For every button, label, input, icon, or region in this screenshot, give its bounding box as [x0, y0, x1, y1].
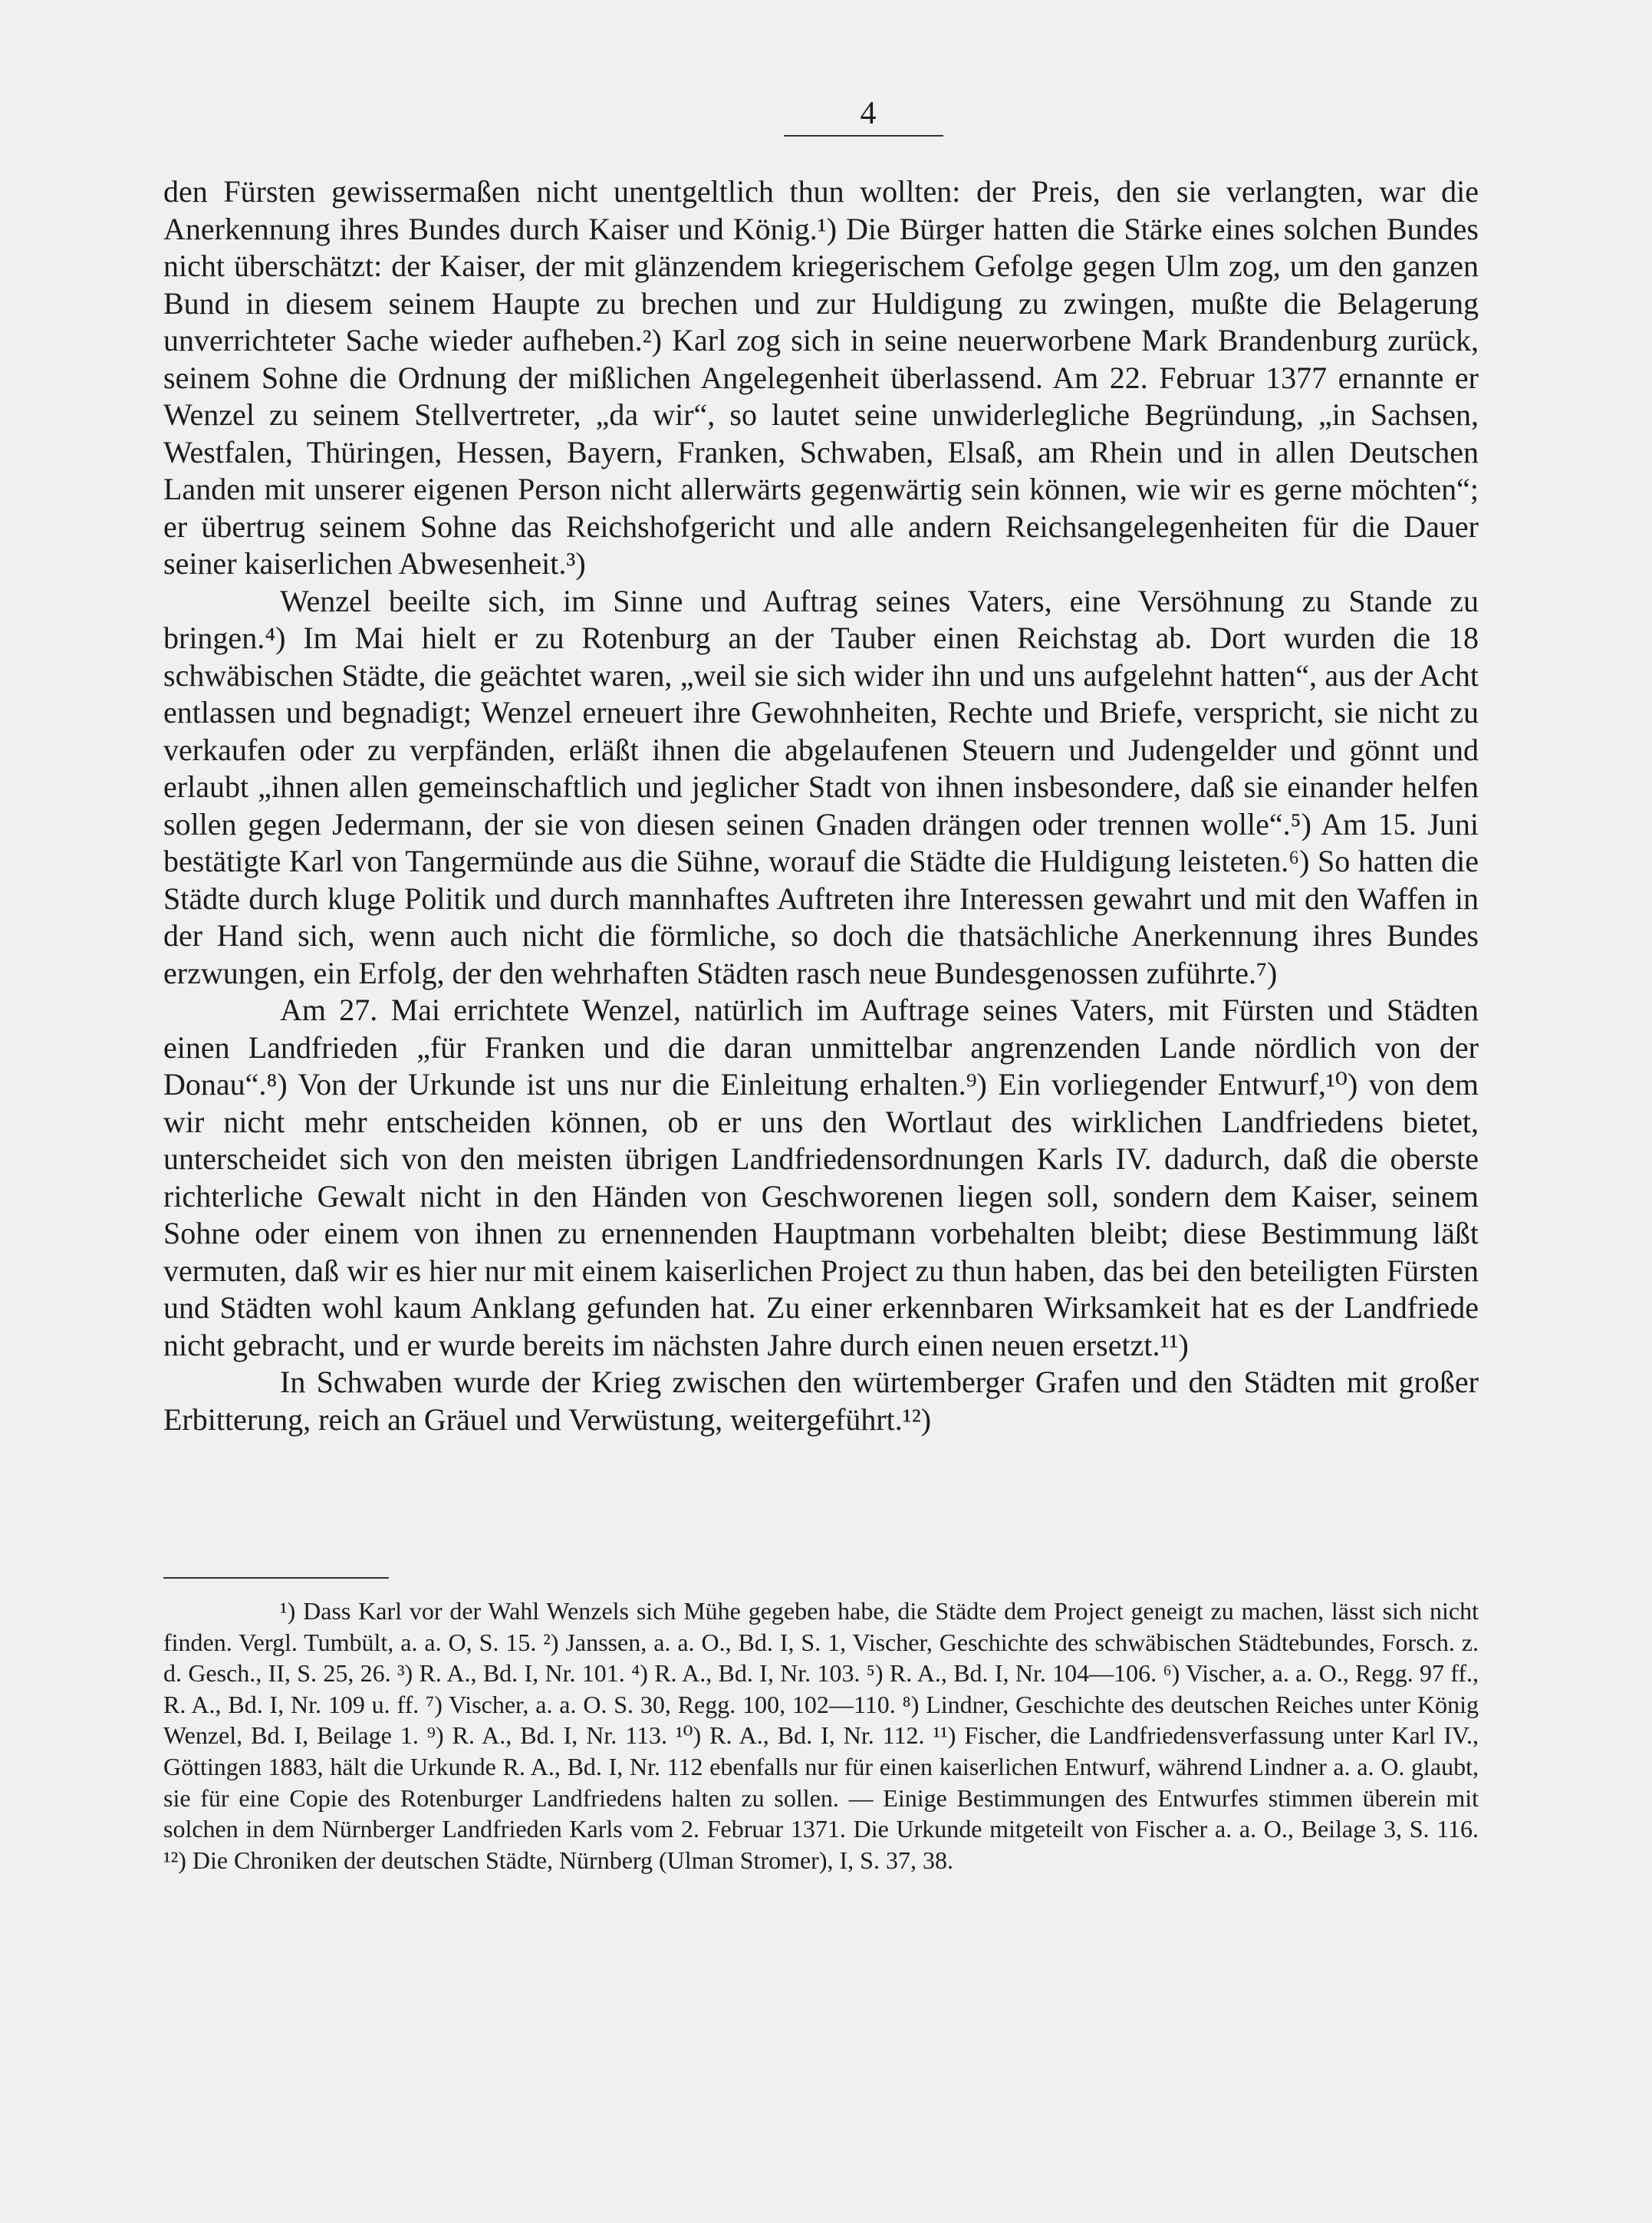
page-number: 4 [860, 96, 877, 131]
footnote-rule [163, 1577, 389, 1579]
footnote-text: ¹) Dass Karl vor der Wahl Wenzels sich Mühe gegeben habe, die Städte dem Project geneigt zu machen, lässt sich nicht finden. Vergl. Tumbült, a. a. O, S. 15. ²) Janssen, a. a. O., Bd. I, S. 1, Vischer, Geschichte des schwäbischen Städtebundes, Forsch. z. d. Gesch., II, S. 25, 26. ³) R. A., Bd. I, Nr. 101. ⁴) R. A., Bd. I, Nr. 103. ⁵) R. A., Bd. I, Nr. 104—106. ⁶) Vischer, a. a. O., Regg. 97 ff., R. A., Bd. I, Nr. 109 u. ff. ⁷) Vischer, a. a. O. S. 30, Regg. 100, 102—110. ⁸) Lindner, Geschichte des deutschen Reiches unter König Wenzel, Bd. I, Beilage 1. ⁹) R. A., Bd. I, Nr. 113. ¹⁰) R. A., Bd. I, Nr. 112. ¹¹) Fischer, die Landfriedensverfassung unter Karl IV., Göttingen 1883, hält die Urkunde R. A., Bd. I, Nr. 112 ebenfalls nur für einen kaiserlichen Entwurf, während Lindner a. a. O. glaubt, sie für eine Copie des Rotenburger Landfriedens halten zu sollen. — Einige Bestimmungen des Entwurfes stimmen überein mit solchen in dem Nürnberger Landfrieden Karls vom 2. Februar 1371. Die Urkunde mitgeteilt von Fischer a. a. O., Beilage 3, S. 116. ¹²) Die Chroniken der deutschen Städte, Nürnberg (Ulman Stromer), I, S. 37, 38. [163, 1597, 1479, 1874]
footnotes [163, 1596, 1479, 1876]
page-number-rule [784, 135, 943, 137]
paragraph: den Fürsten gewissermaßen nicht unentgeltlich thun wollten: der Preis, den sie verlangten, war die Anerkennung ihres Bundes durch Kaiser und König.¹) Die Bürger hatten die Stärke eines solchen Bundes nicht überschätzt: der Kaiser, der mit glänzendem kriegerischem Gefolge gegen Ulm zog, um den ganzen Bund in diesem seinem Haupte zu brechen und zur Huldigung zu zwingen, mußte die Belagerung unverrichteter Sache wieder aufheben.²) Karl zog sich in seine neuerworbene Mark Brandenburg zurück, seinem Sohne die Ordnung der mißlichen Angelegenheit überlassend. Am 22. Februar 1377 ernannte er Wenzel zu seinem Stellvertreter, „da wir“, so lautet seine unwiderlegliche Begründung, „in Sachsen, Westfalen, Thüringen, Hessen, Bayern, Franken, Schwaben, Elsaß, am Rhein und in allen Deutschen Landen mit unserer eigenen Person nicht allerwärts gegenwärtig sein können, wie wir es gerne möchten“; er übertrug seinem Sohne das Reichshofgericht und alle andern Reichsangelegenheiten für die Dauer seiner kaiserlichen Abwesenheit.³) [163, 174, 1479, 581]
paragraph: Am 27. Mai errichtete Wenzel, natürlich im Auftrage seines Vaters, mit Fürsten und Städten einen Landfrieden „für Franken und die daran unmittelbar angrenzenden Lande nördlich von der Donau“.⁸) Von der Urkunde ist uns nur die Einleitung erhalten.⁹) Ein vorliegender Entwurf,¹⁰) von dem wir nicht mehr entscheiden können, ob er uns den Wortlaut des wirklichen Landfriedens bietet, unterscheidet sich von den meisten übrigen Landfriedensordnungen Karls IV. dadurch, daß die oberste richterliche Gewalt nicht in den Händen von Geschworenen liegen soll, sondern dem Kaiser, seinem Sohne oder einem von ihnen zu ernennenden Hauptmann vorbehalten bleibt; diese Bestimmung läßt vermuten, daß wir es hier nur mit einem kaiserlichen Project zu thun haben, das bei den beteiligten Fürsten und Städten wohl kaum Anklang gefunden hat. Zu einer erkennbaren Wirksamkeit hat es der Landfriede nicht gebracht, und er wurde bereits im nächsten Jahre durch einen neuen ersetzt.¹¹) [163, 993, 1479, 1362]
paragraph: In Schwaben wurde der Krieg zwischen den würtemberger Grafen und den Städten mit großer Erbitterung, reich an Gräuel und Verwüstung, weitergeführt.¹²) [163, 1365, 1479, 1437]
paragraph: Wenzel beeilte sich, im Sinne und Auftrag seines Vaters, eine Versöhnung zu Stande zu bringen.⁴) Im Mai hielt er zu Rotenburg an der Tauber einen Reichstag ab. Dort wurden die 18 schwäbischen Städte, die geächtet waren, „weil sie sich wider ihn und uns aufgelehnt hatten“, aus der Acht entlassen und begnadigt; Wenzel erneuert ihre Gewohnheiten, Rechte und Briefe, verspricht, sie nicht zu verkaufen oder zu verpfänden, erläßt ihnen die abgelaufenen Steuern und Judengelder und gönnt und erlaubt „ihnen allen gemeinschaftlich und jeglicher Stadt von ihnen insbesondere, daß sie einander helfen sollen gegen Jedermann, der sie von diesen seinen Gnaden drängen oder trennen wolle“.⁵) Am 15. Juni bestätigte Karl von Tangermünde aus die Sühne, worauf die Städte die Huldigung leisteten.⁶) So hatten die Städte durch kluge Politik und durch mannhaftes Auftreten ihre Interessen gewahrt und mit den Waffen in der Hand sich, wenn auch nicht die förmliche, so doch die thatsächliche Anerkennung ihres Bundes erzwungen, ein Erfolg, der den wehrhaften Städten rasch neue Bundesgenossen zuführte.⁷) [163, 583, 1479, 990]
body-text [163, 173, 1479, 1438]
